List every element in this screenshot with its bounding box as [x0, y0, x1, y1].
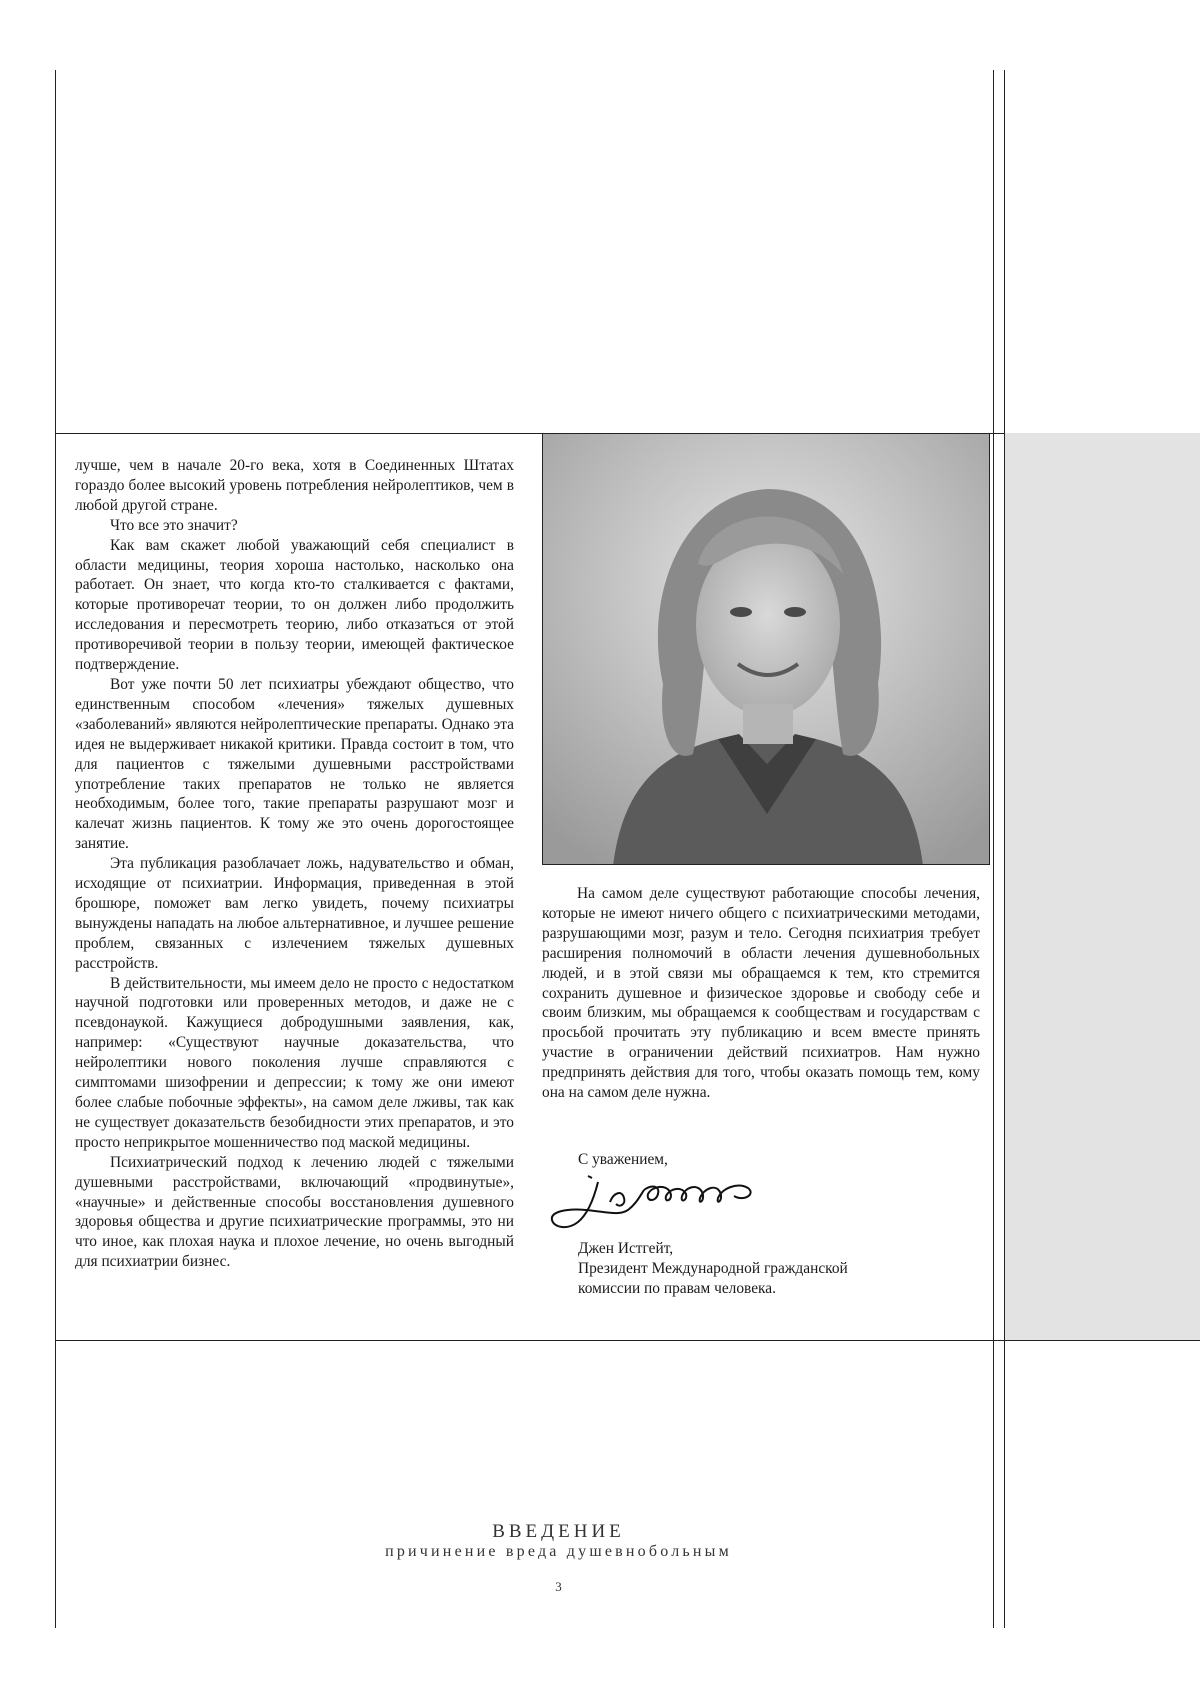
- signer-title: Президент Международной гражданской: [578, 1260, 848, 1277]
- right-text-column: [542, 884, 980, 1103]
- section-subtitle: причинение вреда душевнобольным: [385, 1543, 732, 1560]
- paragraph: лучше, чем в начале 20-го века, хотя в Соединенных Штатах гораздо более высокий уровень потребления нейролептиков, чем в любой другой стране.: [75, 457, 514, 514]
- section-title: ВВЕДЕНИЕ: [492, 1521, 625, 1542]
- bottom-content-rule: [55, 1340, 1200, 1341]
- signer-name: Джен Истгейт,: [578, 1240, 674, 1257]
- paragraph: Как вам скажет любой уважающий себя специалист в области медицины, теория хороша настолько, насколько она работает. Он знает, что когда кто-то сталкивается с фактами, которые противоречат теории, то он должен либо продолжить исследования и пересмотреть теорию, либо отказаться от этой противоречивой теории в пользу теории, имеющей фактическое подтверждение.: [75, 536, 514, 674]
- left-margin-rule: [55, 70, 56, 1628]
- handwritten-signature: [548, 1170, 763, 1238]
- paragraph: На самом деле существуют работающие способы лечения, которые не имеют ничего общего с психиатрическими методами, разрушающими мозг, разум и тело. Сегодня психиатрия требует расширения полномочий в области лечения душевнобольных людей, и в этой связи мы обращаемся к тем, кто стремится сохранить душевное и физическое здоровье и свободу себе и своим близким, мы обращаемся к сообществам и государствам с просьбой прочитать эту публикацию и всем вместе принять участие в ограничении действий психиатров. Нам нужно предпринять действия для того, чтобы оказать помощь тем, кому она на самом деле нужна.: [542, 885, 980, 1102]
- paragraph: Эта публикация разоблачает ложь, надувательство и обман, исходящие от психиатрии. Информация, приведенная в этой брошюре, поможет вам легко увидеть, почему психиатры вынуждены нападать на любое альтернативное, и лучшее решение проблем, связанных с излечением тяжелых душевных расстройств.: [75, 855, 514, 972]
- gray-side-panel: [1005, 433, 1200, 1340]
- left-text-column: [75, 456, 514, 1272]
- author-portrait-photo: [542, 433, 990, 865]
- signer-block: [578, 1239, 848, 1299]
- page-number: 3: [555, 1579, 562, 1594]
- paragraph: Психиатрический подход к лечению людей с тяжелыми душевными расстройствами, включающий «продвинутые», «научные» и действенные способы восстановления душевного здоровья общества и другие психиатрические программы, это ни что иное, как плохая наука и плохое лечение, но очень выгодный для психиатрии бизнес.: [75, 1153, 514, 1271]
- paragraph: Вот уже почти 50 лет психиатры убеждают общество, что единственным способом «лечения» тяжелых душевных «заболеваний» являются нейролептические препараты. Однако эта идея не выдерживает никакой критики. Правда состоит в том, что для пациентов с тяжелыми душевными расстройствами употребление таких препаратов не только не является необходимым, более того, такие препараты разрушают мозг и калечат жизнь пациентов. К тому же это очень дорогостоящее занятие.: [75, 675, 514, 853]
- signer-title: комиссии по правам человека.: [578, 1280, 776, 1297]
- paragraph: В действительности, мы имеем дело не просто с недостатком научной подготовки или проверенных методов, и даже не с псевдонаукой. Кажущиеся добродушными заявления, как, например: «Существуют научные доказательства, что нейролептики нового поколения лучше справляются с симптомами шизофрении и депрессии; к тому же они имеют более слабые побочные эффекты», на самом деле лживы, так как не существует доказательств безобидности этих препаратов, и это просто неприкрытое мошенничество под маской медицины.: [75, 974, 514, 1151]
- paragraph: Что все это значит?: [110, 516, 238, 534]
- closing-salutation: С уважением,: [578, 1151, 668, 1168]
- right-margin-rule-inner: [993, 70, 994, 1628]
